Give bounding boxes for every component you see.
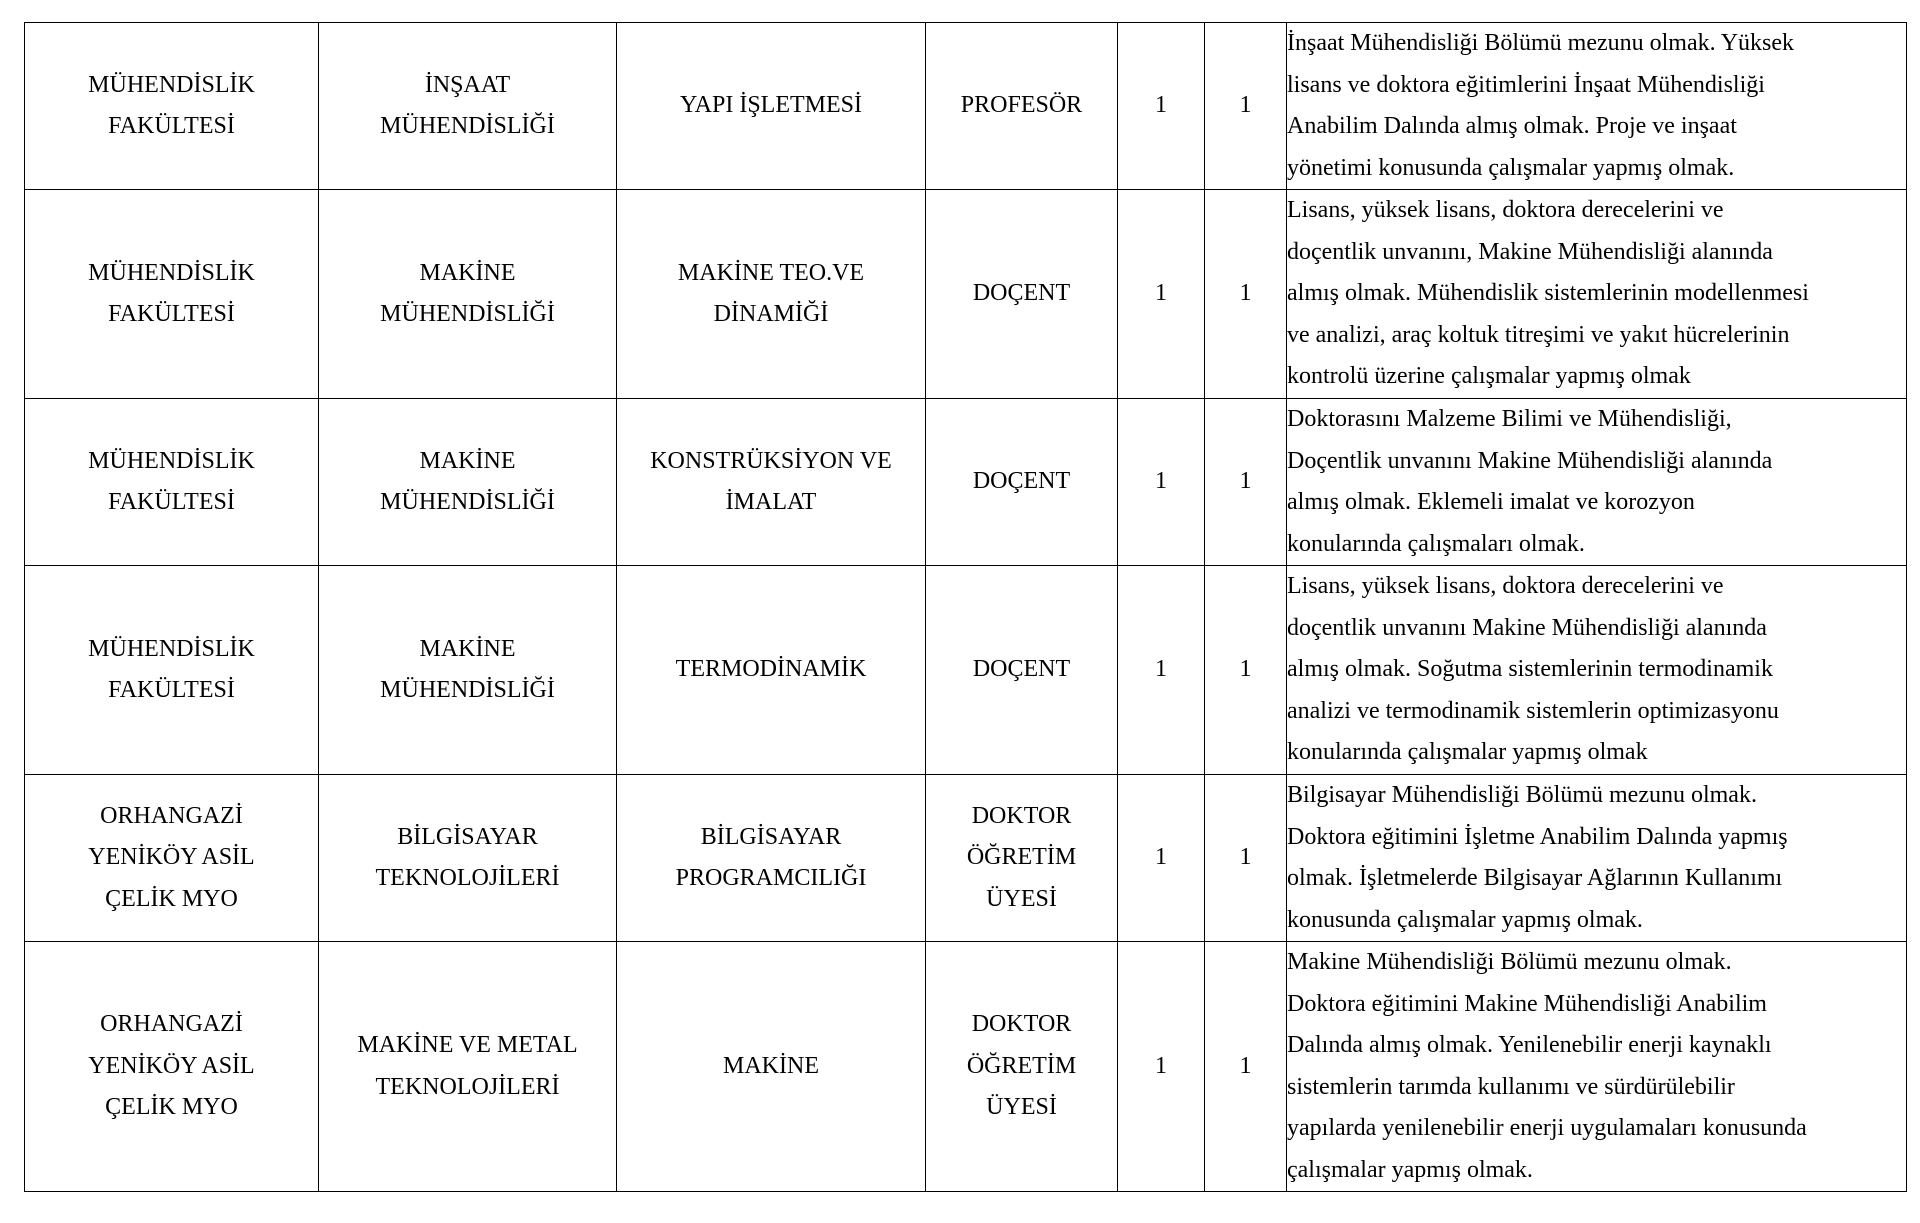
department-line: TEKNOLOJİLERİ <box>375 1073 560 1100</box>
department-line: MÜHENDİSLİĞİ <box>380 489 555 515</box>
faculty-line: MÜHENDİSLİK <box>88 635 255 662</box>
faculty-line: YENİKÖY ASİL <box>88 844 255 871</box>
faculty-line: FAKÜLTESİ <box>108 489 235 515</box>
description-line: Anabilim Dalında almış olmak. Proje ve inşaat <box>1287 113 1737 139</box>
table-row <box>25 566 1907 775</box>
title-line: ÜYESİ <box>986 885 1057 912</box>
field-line: DİNAMİĞİ <box>713 301 829 327</box>
faculty-line: MÜHENDİSLİK <box>88 447 255 474</box>
department-cell <box>319 775 617 942</box>
count-cell: 1 <box>1205 566 1287 775</box>
field-line: PROGRAMCILIĞI <box>675 865 867 891</box>
description-line: konularında çalışmaları olmak. <box>1287 530 1585 557</box>
table-row <box>25 942 1907 1192</box>
description-line: yapılarda yenilenebilir enerji uygulamaları konusunda <box>1287 1115 1807 1141</box>
description-line: İnşaat Mühendisliği Bölümü mezunu olmak. Yüksek <box>1287 30 1795 56</box>
count-cell: 1 <box>1205 775 1287 942</box>
title-line: DOKTOR <box>971 1011 1072 1038</box>
faculty-cell <box>25 566 319 775</box>
quota-cell: 1 <box>1118 190 1205 399</box>
title-line: DOÇENT <box>972 468 1071 495</box>
description-cell <box>1287 23 1907 190</box>
description-line: doçentlik unvanını Makine Mühendisliği alanında <box>1287 614 1767 641</box>
faculty-cell <box>25 942 319 1192</box>
department-line: MÜHENDİSLİĞİ <box>380 677 555 703</box>
department-line: BİLGİSAYAR <box>397 823 538 850</box>
description-line: kontrolü üzerine çalışmalar yapmış olmak <box>1287 363 1691 390</box>
description-line: Doktorasını Malzeme Bilimi ve Mühendisliği, <box>1287 406 1732 432</box>
field-line: YAPI İŞLETMESİ <box>679 92 862 119</box>
faculty-line: ÇELİK MYO <box>105 885 238 912</box>
field-cell <box>617 566 926 775</box>
table-row <box>25 775 1907 942</box>
department-line: MAKİNE <box>419 447 516 474</box>
description-line: Doçentlik unvanını Makine Mühendisliği alanında <box>1287 447 1773 474</box>
field-line: KONSTRÜKSİYON VE <box>650 447 892 474</box>
field-cell <box>617 399 926 566</box>
field-cell <box>617 942 926 1192</box>
field-line: MAKİNE <box>723 1052 819 1079</box>
title-line: PROFESÖR <box>960 92 1083 119</box>
field-cell <box>617 775 926 942</box>
description-line: Doktora eğitimini İşletme Anabilim Dalında yapmış <box>1287 823 1788 850</box>
title-line: ÜYESİ <box>986 1094 1057 1121</box>
field-line: MAKİNE TEO.VE <box>677 259 865 286</box>
title-cell <box>926 942 1118 1192</box>
table-row <box>25 399 1907 566</box>
department-line: MAKİNE VE METAL <box>357 1032 578 1058</box>
description-line: Lisans, yüksek lisans, doktora derecelerini ve <box>1287 197 1724 224</box>
count-cell: 1 <box>1205 942 1287 1192</box>
description-line: yönetimi konusunda çalışmalar yapmış olmak. <box>1287 154 1735 181</box>
title-cell <box>926 566 1118 775</box>
department-cell <box>319 23 617 190</box>
description-cell <box>1287 190 1907 399</box>
faculty-line: FAKÜLTESİ <box>108 677 235 703</box>
count-cell: 1 <box>1205 190 1287 399</box>
table-row <box>25 190 1907 399</box>
faculty-cell <box>25 399 319 566</box>
faculty-cell <box>25 190 319 399</box>
description-line: Dalında almış olmak. Yenilenebilir enerji kaynaklı <box>1287 1032 1772 1058</box>
description-line: analizi ve termodinamik sistemlerin optimizasyonu <box>1287 697 1779 724</box>
title-cell <box>926 190 1118 399</box>
quota-cell: 1 <box>1118 399 1205 566</box>
department-line: MÜHENDİSLİĞİ <box>380 301 555 327</box>
field-cell <box>617 190 926 399</box>
department-cell <box>319 942 617 1192</box>
field-line: İMALAT <box>725 489 817 515</box>
title-line: ÖĞRETİM <box>966 844 1077 871</box>
description-line: konularında çalışmalar yapmış olmak <box>1287 739 1648 766</box>
description-line: Lisans, yüksek lisans, doktora derecelerini ve <box>1287 573 1724 600</box>
field-cell <box>617 23 926 190</box>
description-line: konusunda çalışmalar yapmış olmak. <box>1287 906 1643 933</box>
faculty-line: MÜHENDİSLİK <box>88 71 255 98</box>
field-line: TERMODİNAMİK <box>675 656 867 683</box>
faculty-line: YENİKÖY ASİL <box>88 1052 255 1079</box>
quota-cell: 1 <box>1118 942 1205 1192</box>
faculty-cell <box>25 775 319 942</box>
department-line: MÜHENDİSLİĞİ <box>380 113 555 139</box>
table-body <box>25 23 1907 1192</box>
title-cell <box>926 775 1118 942</box>
quota-cell: 1 <box>1118 566 1205 775</box>
title-cell <box>926 23 1118 190</box>
description-line: sistemlerin tarımda kullanımı ve sürdürülebilir <box>1287 1073 1735 1100</box>
description-cell <box>1287 942 1907 1192</box>
faculty-line: ORHANGAZİ <box>100 802 243 829</box>
faculty-line: FAKÜLTESİ <box>108 301 235 327</box>
title-line: DOKTOR <box>971 802 1072 829</box>
title-line: DOÇENT <box>972 280 1071 307</box>
description-cell <box>1287 775 1907 942</box>
quota-cell: 1 <box>1118 23 1205 190</box>
description-cell <box>1287 566 1907 775</box>
description-line: lisans ve doktora eğitimlerini İnşaat Mühendisliği <box>1287 71 1765 98</box>
department-line: İNŞAAT <box>424 71 511 98</box>
description-line: almış olmak. Soğutma sistemlerinin termodinamik <box>1287 656 1773 683</box>
title-line: DOÇENT <box>972 656 1071 683</box>
table-row <box>25 23 1907 190</box>
description-line: almış olmak. Eklemeli imalat ve korozyon <box>1287 489 1695 515</box>
description-line: ve analizi, araç koltuk titreşimi ve yakıt hücrelerinin <box>1287 321 1790 348</box>
department-cell <box>319 190 617 399</box>
department-line: MAKİNE <box>419 635 516 662</box>
department-line: TEKNOLOJİLERİ <box>375 865 560 891</box>
field-line: BİLGİSAYAR <box>700 823 842 850</box>
faculty-line: ÇELİK MYO <box>105 1094 238 1121</box>
count-cell: 1 <box>1205 399 1287 566</box>
department-cell <box>319 399 617 566</box>
description-line: doçentlik unvanını, Makine Mühendisliği alanında <box>1287 238 1773 265</box>
title-line: ÖĞRETİM <box>966 1052 1077 1079</box>
description-line: Makine Mühendisliği Bölümü mezunu olmak. <box>1287 949 1732 975</box>
quota-cell: 1 <box>1118 775 1205 942</box>
title-cell <box>926 399 1118 566</box>
positions-table <box>24 22 1907 1192</box>
description-line: Doktora eğitimini Makine Mühendisliği Anabilim <box>1287 990 1767 1017</box>
department-cell <box>319 566 617 775</box>
description-line: çalışmalar yapmış olmak. <box>1287 1156 1533 1183</box>
department-line: MAKİNE <box>419 259 516 286</box>
description-line: olmak. İşletmelerde Bilgisayar Ağlarının Kullanımı <box>1287 865 1783 891</box>
faculty-line: FAKÜLTESİ <box>108 113 235 139</box>
description-cell <box>1287 399 1907 566</box>
faculty-line: MÜHENDİSLİK <box>88 259 255 286</box>
faculty-cell <box>25 23 319 190</box>
description-line: Bilgisayar Mühendisliği Bölümü mezunu olmak. <box>1287 782 1757 808</box>
count-cell: 1 <box>1205 23 1287 190</box>
description-line: almış olmak. Mühendislik sistemlerinin modellenmesi <box>1287 280 1809 307</box>
faculty-line: ORHANGAZİ <box>100 1011 243 1038</box>
